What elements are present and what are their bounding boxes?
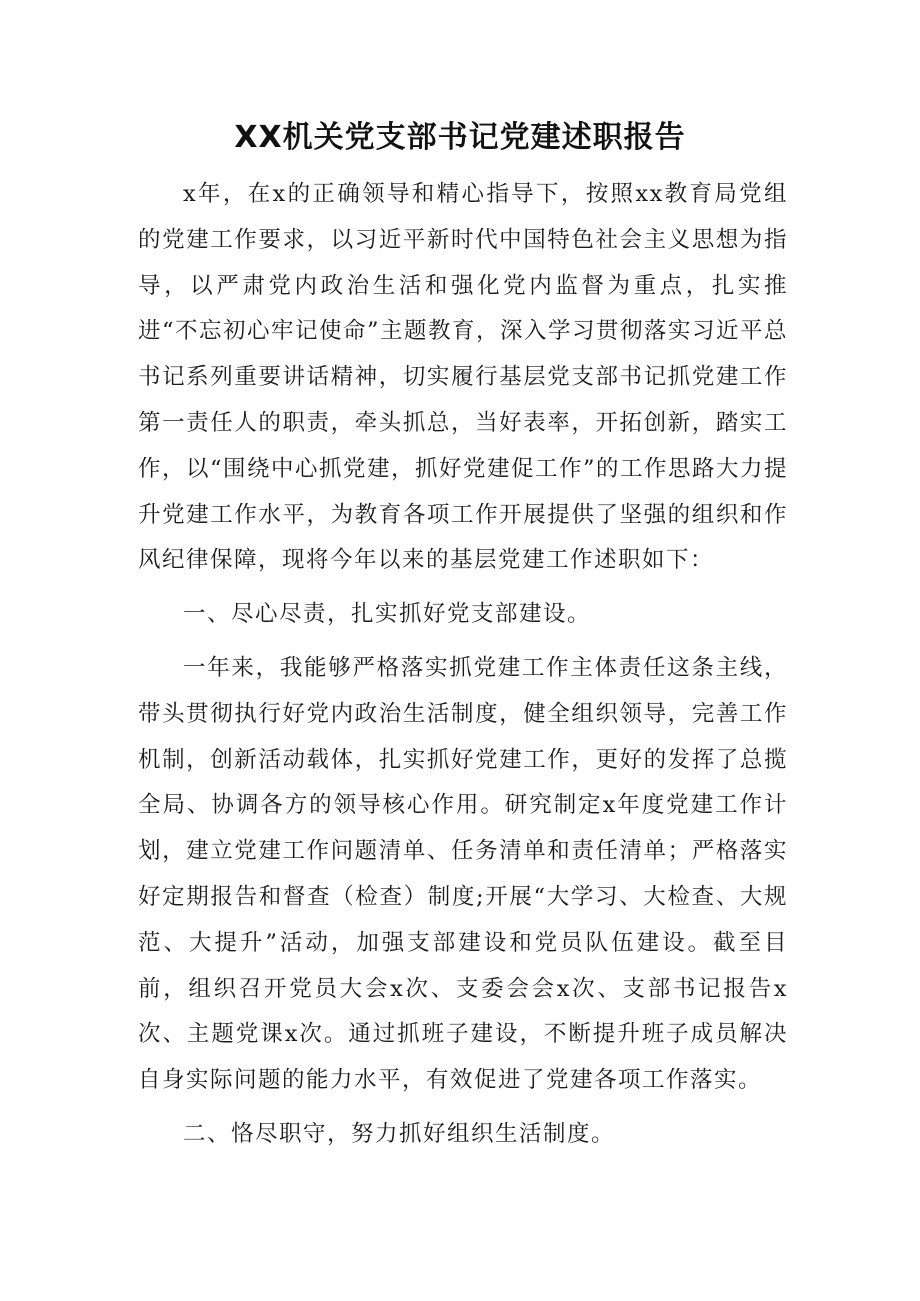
section-1-paragraph: 一年来，我能够严格落实抓党建工作主体责任这条主线，带头贯彻执行好党内政治生活制度，健全组织领导，完善工作机制，创新活动载体，扎实抓好党建工作，更好的发挥了总揽全局、协调各方的领导核心作用。研究制定x年度党建工作计划，建立党建工作问题清单、任务清单和责任清单；严格落实好定期报告和督查（检查）制度;开展“大学习、大检查、大规范、大提升”活动，加强支部建设和党员队伍建设。截至目前，组织召开党员大会x次、支委会会x次、支部书记报告x次、主题党课x次。通过抓班子建设，不断提升班子成员解决自身实际问题的能力水平，有效促进了党建各项工作落实。 [138, 654, 788, 1094]
document-body [138, 172, 788, 1166]
section-heading-1: 一、尽心尽责，扎实抓好党支部建设。 [183, 601, 592, 628]
section-heading-2: 二、恪尽职守，努力抓好组织生活制度。 [183, 1120, 616, 1147]
document-title: XX机关党支部书记党建述职报告 [234, 120, 686, 155]
intro-paragraph: x年，在x的正确领导和精心指导下，按照xx教育局党组的党建工作要求，以习近平新时代中国特色社会主义思想为指导，以严肃党内政治生活和强化党内监督为重点，扎实推进“不忘初心牢记使命”主题教育，深入学习贯彻落实习近平总书记系列重要讲话精神，切实履行基层党支部书记抓党建工作第一责任人的职责，牵头抓总，当好表率，开拓创新，踏实工作，以“围绕中心抓党建，抓好党建促工作”的工作思路大力提升党建工作水平，为教育各项工作开展提供了坚强的组织和作风纪律保障，现将今年以来的基层党建工作述职如下： [138, 181, 789, 574]
